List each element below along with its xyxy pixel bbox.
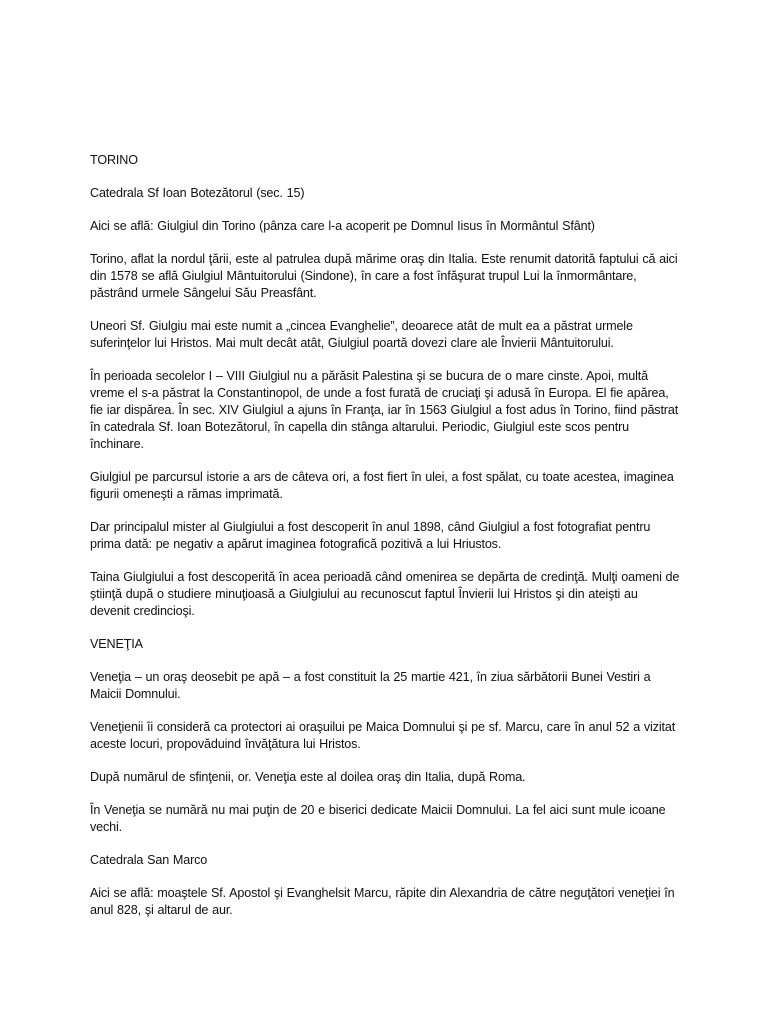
paragraph-sfintenii: După numărul de sfinţenii, or. Veneţia este al doilea oraş din Italia, după Roma. (90, 770, 526, 784)
paragraph-protectori: Veneţienii îi consideră ca protectori ai oraşuilui pe Maica Domnului şi pe sf. Marcu, care în anul 52 a vizitat aceste locuri, propovăduind învăţătura lui Hristos. (90, 720, 676, 751)
heading-torino: TORINO (90, 153, 138, 167)
paragraph-moastele-marcu: Aici se află: moaştele Sf. Apostol şi Evanghelsit Marcu, răpite din Alexandria de către neguţători veneţiei în anul 828, şi altarul de aur. (90, 886, 675, 917)
paragraph-istorie-giulgiu: În perioada secolelor I – VIII Giulgiul nu a părăsit Palestina şi se bucura de o mare cinste. Apoi, multă vreme el s-a păstrat la Constantinopol, de unde a fost furată de cruciaţi şi adusă în Europa. El fie apărea, fie iar dispărea. În sec. XIV Giulgiul a ajuns în Franţa, iar în 1563 Giulgiul a fost adus în Torino, fiind păstrat în catedrala Sf. Ioan Botezătorul, în capella din stânga altarului. Periodic, Giulgiul este scos pentru închinare. (90, 369, 679, 451)
paragraph-mister-1898: Dar principalul mister al Giulgiului a fost descoperit în anul 1898, când Giulgiul a fost fotografiat pentru prima dată: pe negativ a apărut imaginea fotografică pozitivă a lui Hriustos. (90, 520, 651, 551)
heading-venetia: VENEŢIA (90, 637, 143, 651)
paragraph-cincea-evanghelie: Uneori Sf. Giulgiu mai este numit a „cincea Evanghelie”, deoarece atât de mult ea a păstrat urmele suferinţelor lui Hristos. Mai mult decât atât, Giulgiul poartă dovezi clare ale Învierii Mântuitorului. (90, 319, 633, 350)
paragraph-torino-intro: Torino, aflat la nordul ţării, este al patrulea după mărime oraş din Italia. Este renumit datorită faptului că aici din 1578 se află Giulgiul Mântuitorului (Sindone), în care a fost înfăşurat trupul Lui la înmormântare, păstrând urmele Sângelui Său Preasfânt. (90, 252, 678, 300)
paragraph-ars-fiert: Giulgiul pe parcursul istorie a ars de câteva ori, a fost fiert în ulei, a fost spălat, cu toate acestea, imaginea figurii omeneşti a rămas imprimată. (90, 470, 674, 501)
paragraph-taina-giulgiului: Taina Giulgiului a fost descoperită în acea perioadă când omenirea se depărta de credinţă. Mulţi oameni de ştiinţă după o studiere minuţioasă a Giulgiului au recunoscut faptul Învierii lui Hristos şi din ateişti au devenit credincioşi. (90, 570, 680, 618)
subheading-catedrala-ioan: Catedrala Sf Ioan Botezătorul (sec. 15) (90, 186, 305, 200)
subheading-san-marco: Catedrala San Marco (90, 853, 208, 867)
paragraph-venetia-intro: Veneţia – un oraş deosebit pe apă – a fost constituit la 25 martie 421, în ziua sărbătorii Bunei Vestiri a Maicii Domnului. (90, 670, 651, 701)
paragraph-aici-giulgiul: Aici se află: Giulgiul din Torino (pânza care l-a acoperit pe Domnul Iisus în Mormântul Sfânt) (90, 219, 595, 233)
paragraph-biserici: În Veneţia se numără nu mai puţin de 20 e biserici dedicate Maicii Domnului. La fel aici sunt mule icoane vechi. (90, 803, 666, 834)
document-page (90, 152, 680, 935)
